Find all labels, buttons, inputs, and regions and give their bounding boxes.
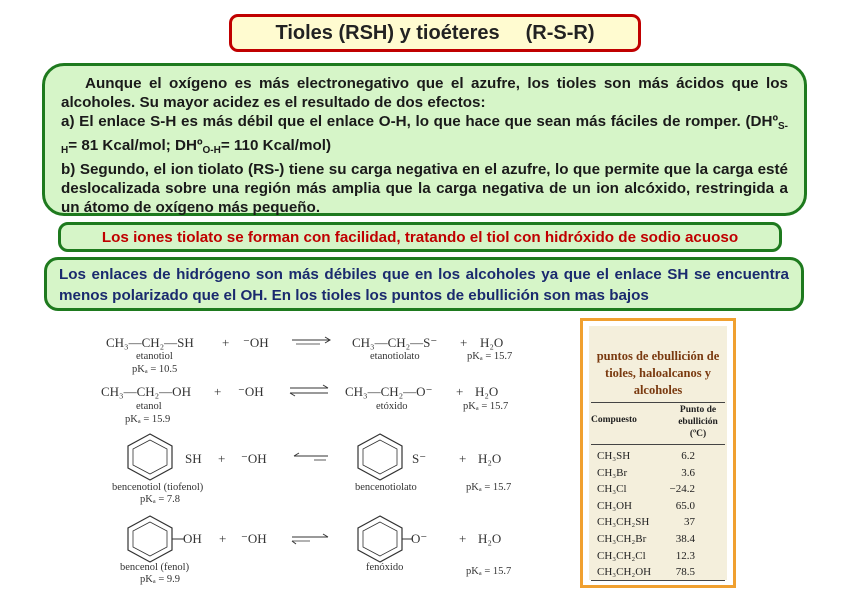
table-cell-compound: CH₃CH₂OH	[597, 566, 652, 579]
r3-benzene-ring-right	[354, 432, 406, 482]
r1-product: CH₃—CH₂—S⁻	[352, 335, 438, 350]
table-bottom-rule	[591, 580, 725, 581]
table-row	[591, 465, 725, 482]
table-top-rule	[591, 402, 725, 403]
r2-name-left: etanol	[136, 401, 162, 412]
r1-name-left: etanotiol	[136, 351, 173, 362]
table-cell-bp: −24.2	[669, 483, 695, 496]
hydrogen-bond-note: Los enlaces de hidrógeno son más débiles que en los alcoholes ya que el enlace SH se encuentra menos polarizado que el OH. En los tioles los puntos de ebullición son mas bajos	[44, 257, 804, 311]
r4-product-group: O⁻	[411, 531, 428, 546]
r1-base: ⁻OH	[243, 335, 269, 350]
title-formula: (R-S-R)	[525, 21, 595, 44]
bond-strength-point: a) El enlace S-H es más débil que el enlace O-H, lo que hace que sean más fáciles de romper. (DHº$_{S-H}$= 81 Kcal/mol; DHº$_{O-H}$= 110 Kcal/mol)	[61, 113, 788, 156]
r3-plus: +	[218, 451, 226, 466]
r4-base: ⁻OH	[241, 531, 267, 546]
r4-benzene-ring-left	[124, 514, 176, 564]
charge-delocalization-point: b) Segundo, el ion tiolato (RS-) tiene su carga negativa en el azufre, lo que permite que la carga esté deslocalizada sobre una región más amplia que la carga negativa de un ion alcóxido, restringida a un átomo de oxígeno más pequeño.	[61, 161, 788, 216]
r3-reactant-group: SH	[185, 451, 202, 466]
table-cell-bp: 12.3	[675, 549, 695, 562]
table-row	[591, 548, 725, 565]
r1-water: H₂O	[480, 335, 504, 350]
r2-product: CH₃—CH₂—O⁻	[345, 384, 433, 399]
r2-reactant: CH₃—CH₂—OH	[101, 384, 191, 399]
r1-plus2: +	[460, 335, 468, 350]
table-cell-bp: 65.0	[675, 499, 695, 512]
r1-equilibrium-arrow	[290, 336, 334, 348]
slide-title	[229, 14, 641, 52]
table-cell-bp: 6.2	[681, 450, 695, 462]
title-main: Tioles (RSH) y tioéteres	[275, 21, 500, 44]
table-row	[591, 531, 725, 548]
table-row	[591, 514, 725, 531]
table-col-bp: Punto de ebullición (ºC)	[678, 405, 718, 439]
r2-base: ⁻OH	[238, 384, 264, 399]
r3-name-right: bencenotiolato	[355, 482, 417, 493]
r3-equilibrium-arrow	[292, 451, 332, 465]
r2-pka-left: pKₐ = 15.9	[125, 414, 171, 425]
r3-product-group: S⁻	[412, 451, 427, 466]
r4-plus: +	[219, 531, 227, 546]
table-col-compound: Compuesto	[591, 415, 637, 425]
table-cell-bp: 38.4	[675, 533, 695, 545]
r4-reactant-group: OH	[183, 531, 202, 546]
r4-pka-left: pKₐ = 9.9	[140, 574, 181, 585]
table-cell-compound: CH₃OH	[597, 499, 633, 512]
boiling-point-table-panel	[589, 326, 727, 580]
acidity-explanation-box	[42, 63, 807, 216]
table-cell-compound: CH₃SH	[597, 450, 631, 462]
r1-name-right: etanotiolato	[370, 351, 420, 362]
table-cell-compound: CH₃CH₂Br	[597, 533, 647, 545]
r3-water: H₂O	[478, 451, 502, 466]
table-head-rule	[591, 444, 725, 445]
r4-equilibrium-arrow	[290, 532, 332, 546]
r4-plus2: +	[459, 531, 467, 546]
table-cell-bp: 37	[684, 516, 695, 529]
r3-pka-right: pKₐ = 15.7	[466, 482, 512, 493]
r2-water: H₂O	[475, 384, 499, 399]
table-row	[591, 448, 725, 465]
r4-name-right: fenóxido	[366, 562, 404, 573]
table-cell-compound: CH₃CH₂SH	[597, 516, 650, 529]
r3-plus2: +	[459, 451, 467, 466]
table-cell-compound: CH₃CH₂Cl	[597, 549, 646, 562]
r2-equilibrium-arrow	[288, 384, 332, 398]
r1-pka-left: pKₐ = 10.5	[132, 364, 178, 375]
table-row	[591, 498, 725, 515]
acidity-intro: Aunque el oxígeno es más electronegativo que el azufre, los tioles son más ácidos que los alcoholes. Su mayor acidez es el resultado de dos efectos:	[61, 75, 788, 111]
r1-pka-right: pKₐ = 15.7	[467, 351, 513, 362]
r3-pka-left: pKₐ = 7.8	[140, 494, 181, 505]
r4-pka-right: pKₐ = 15.7	[466, 566, 512, 577]
boiling-point-table	[580, 318, 736, 588]
r1-plus: +	[222, 335, 230, 350]
table-cell-bp: 3.6	[681, 466, 695, 479]
table-row	[591, 564, 725, 581]
r2-pka-right: pKₐ = 15.7	[463, 401, 509, 412]
r3-name-left: bencenotiol (tiofenol)	[112, 482, 204, 493]
thiolate-formation-note: Los iones tiolato se forman con facilidad, tratando el tiol con hidróxido de sodio acuoso	[58, 222, 782, 252]
table-cell-bp: 78.5	[675, 566, 695, 579]
r4-name-left: bencenol (fenol)	[120, 562, 190, 573]
r1-reactant: CH₃—CH₂—SH	[106, 335, 194, 350]
r2-name-right: etóxido	[376, 401, 408, 412]
r3-benzene-ring-left	[124, 432, 176, 482]
r4-water: H₂O	[478, 531, 502, 546]
r4-benzene-ring-right	[354, 514, 406, 564]
table-row	[591, 481, 725, 498]
r2-plus: +	[214, 384, 222, 399]
r2-plus2: +	[456, 384, 464, 399]
table-cell-compound: CH₃Cl	[597, 483, 627, 496]
table-cell-compound: CH₃Br	[597, 466, 628, 479]
table-title: puntos de ebullición de tioles, haloalcanos y alcoholes	[596, 349, 720, 397]
r3-base: ⁻OH	[241, 451, 267, 466]
